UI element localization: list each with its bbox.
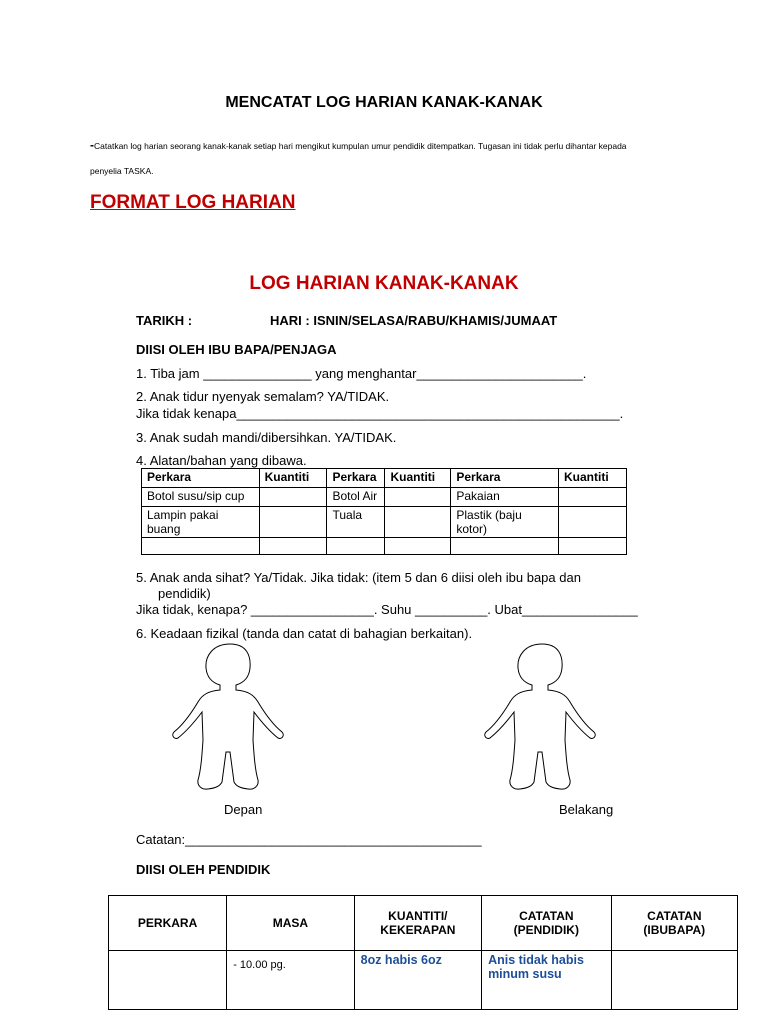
items-table [141,468,627,555]
items-header-cell: Kuantiti [385,469,451,488]
items-cell[interactable] [385,488,451,507]
question-2-followup: Jika tidak kenapa_____________________________________________________. [136,406,624,421]
parent-section-heading: DIISI OLEH IBU BAPA/PENJAGA [136,342,337,357]
items-cell[interactable] [142,538,260,555]
table-row [142,507,627,538]
notes-line: Catatan:_________________________________________ [136,832,482,847]
question-6: 6. Keadaan fizikal (tanda dan catat di bahagian berkaitan). [136,626,473,641]
educator-cell-quantity: 8oz habis 6oz [354,951,481,1010]
educator-table [108,895,738,1010]
body-back-outline[interactable] [480,640,610,795]
question-1: 1. Tiba jam _______________ yang menghantar_______________________. [136,366,587,381]
items-cell: Plastik (baju kotor) [451,507,559,538]
intro-text [90,138,627,152]
items-header-cell: Perkara [451,469,559,488]
question-3: 3. Anak sudah mandi/dibersihkan. YA/TIDAK. [136,430,397,445]
educator-header-cell: CATATAN (IBUBAPA) [611,896,737,951]
educator-cell[interactable] [611,951,737,1010]
items-header-cell: Perkara [327,469,385,488]
educator-cell-time: - 10.00 pg. [227,951,354,1010]
items-cell: Pakaian [451,488,559,507]
intro-line-1: Catatkan log harian seorang kanak-kanak setiap hari mengikut kumpulan umur pendidik ditempatkan. Tugasan ini tidak perlu dihantar kepada [94,141,627,151]
items-cell[interactable] [559,538,627,555]
items-cell[interactable] [559,507,627,538]
intro-line-2: penyelia TASKA. [90,166,154,176]
table-row [109,951,738,1010]
question-4: 4. Alatan/bahan yang dibawa. [136,453,307,468]
front-label: Depan [224,802,263,817]
items-header-cell: Kuantiti [559,469,627,488]
items-cell[interactable] [259,507,327,538]
educator-table-header [109,896,738,951]
main-title: MENCATAT LOG HARIAN KANAK-KANAK [225,94,543,111]
format-heading: FORMAT LOG HARIAN [90,192,296,213]
educator-cell[interactable] [109,951,227,1010]
items-cell[interactable] [385,538,451,555]
items-header-cell: Kuantiti [259,469,327,488]
table-row [142,488,627,507]
hari-label: HARI : ISNIN/SELASA/RABU/KHAMIS/JUMAAT [270,313,558,328]
items-cell[interactable] [559,488,627,507]
intro-dash: - [90,138,94,152]
educator-header-cell: KUANTITI/ KEKERAPAN [354,896,481,951]
items-table-header [142,469,627,488]
table-row [142,538,627,555]
educator-cell-note: Anis tidak habis minum susu [482,951,612,1010]
educator-section-heading: DIISI OLEH PENDIDIK [136,862,271,877]
question-5-continued: pendidik) [158,586,211,601]
items-cell: Botol susu/sip cup [142,488,260,507]
question-2: 2. Anak tidur nyenyak semalam? YA/TIDAK. [136,389,390,404]
items-cell[interactable] [259,488,327,507]
items-cell[interactable] [451,538,559,555]
items-cell[interactable] [385,507,451,538]
items-header-cell: Perkara [142,469,260,488]
items-cell: Botol Air [327,488,385,507]
items-cell[interactable] [327,538,385,555]
items-cell: Lampin pakai buang [142,507,260,538]
question-5-followup: Jika tidak, kenapa? _________________. Suhu __________. Ubat________________ [136,602,638,617]
tarikh-label: TARIKH : [136,313,193,328]
educator-header-cell: PERKARA [109,896,227,951]
question-5: 5. Anak anda sihat? Ya/Tidak. Jika tidak: (item 5 dan 6 diisi oleh ibu bapa dan [136,570,581,585]
educator-header-cell: MASA [227,896,354,951]
items-cell[interactable] [259,538,327,555]
body-front-outline[interactable] [168,640,298,795]
log-title: LOG HARIAN KANAK-KANAK [249,273,519,294]
educator-header-cell: CATATAN (PENDIDIK) [482,896,612,951]
items-cell: Tuala [327,507,385,538]
back-label: Belakang [559,802,614,817]
